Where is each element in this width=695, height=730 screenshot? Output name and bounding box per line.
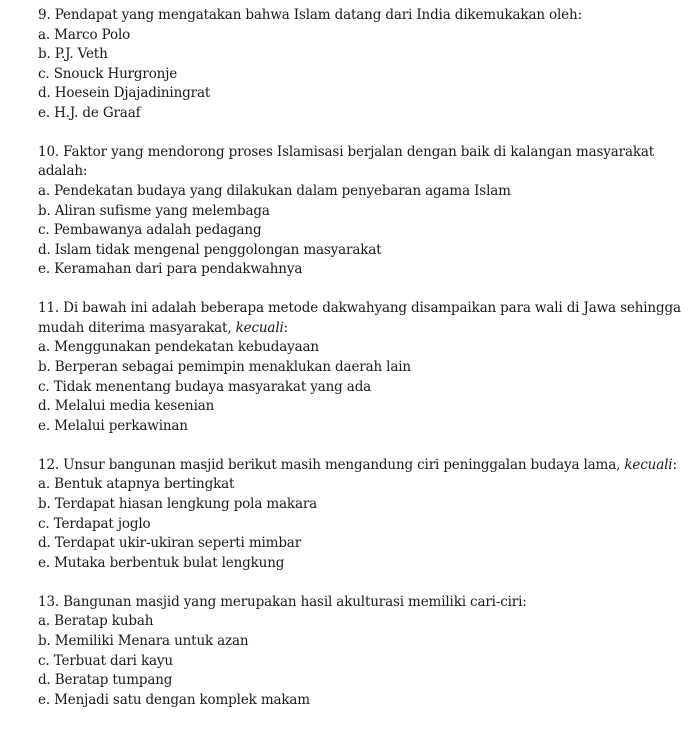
option-d: d. Beratap tumpang <box>38 672 173 689</box>
option-c: c. Tidak menentang budaya masyarakat yang ada <box>38 378 372 395</box>
question-text: 12. Unsur bangunan masjid berikut masih mengandung ciri peninggalan budaya lama, kecuali: <box>38 456 677 473</box>
option-b: b. Berperan sebagai pemimpin menaklukan daerah lain <box>38 359 411 376</box>
option-a: a. Pendekatan budaya yang dilakukan dalam penyebaran agama Islam <box>38 182 511 199</box>
question-9 <box>38 6 688 123</box>
option-a: a. Menggunakan pendekatan kebudayaan <box>38 339 319 356</box>
question-11 <box>38 299 688 436</box>
option-e: e. Mutaka berbentuk bulat lengkung <box>38 554 285 571</box>
question-text: 10. Faktor yang mendorong proses Islamisasi berjalan dengan baik di kalangan masyarakat adalah: <box>38 143 655 180</box>
question-text: 11. Di bawah ini adalah beberapa metode dakwahyang disampaikan para wali di Jawa sehingga mudah diterima masyarakat, kecuali: <box>38 300 681 336</box>
option-d: d. Melalui media kesenian <box>38 398 215 415</box>
option-b: b. Memiliki Menara untuk azan <box>38 632 249 649</box>
question-13 <box>38 593 688 710</box>
option-e: e. Keramahan dari para pendakwahnya <box>38 261 303 278</box>
option-c: c. Terbuat dari kayu <box>38 652 173 669</box>
option-c: c. Terdapat joglo <box>38 515 151 532</box>
option-d: d. Terdapat ukir-ukiran seperti mimbar <box>38 535 302 552</box>
option-b: b. P.J. Veth <box>38 46 108 63</box>
question-text: 9. Pendapat yang mengatakan bahwa Islam datang dari India dikemukakan oleh: <box>38 7 582 23</box>
option-b: b. Aliran sufisme yang melembaga <box>38 202 270 219</box>
option-c: c. Pembawanya adalah pedagang <box>38 222 262 239</box>
question-sheet <box>38 6 688 730</box>
emphasis-kecuali: kecuali <box>624 456 673 473</box>
option-b: b. Terdapat hiasan lengkung pola makara <box>38 496 318 512</box>
option-e: e. Menjadi satu dengan komplek makam <box>38 691 310 708</box>
option-a: a. Marco Polo <box>38 26 131 43</box>
option-c: c. Snouck Hurgronje <box>38 65 178 82</box>
option-a: a. Beratap kubah <box>38 613 154 630</box>
option-d: d. Hoesein Djajadiningrat <box>38 85 211 102</box>
question-text: 13. Bangunan masjid yang merupakan hasil akulturasi memiliki cari-ciri: <box>38 593 527 610</box>
option-d: d. Islam tidak mengenal penggolongan masyarakat <box>38 241 382 258</box>
question-12 <box>38 456 688 573</box>
option-e: e. Melalui perkawinan <box>38 417 188 434</box>
emphasis-kecuali: kecuali <box>235 319 284 336</box>
question-10 <box>38 143 688 280</box>
option-a: a. Bentuk atapnya bertingkat <box>38 476 235 493</box>
option-e: e. H.J. de Graaf <box>38 104 141 121</box>
